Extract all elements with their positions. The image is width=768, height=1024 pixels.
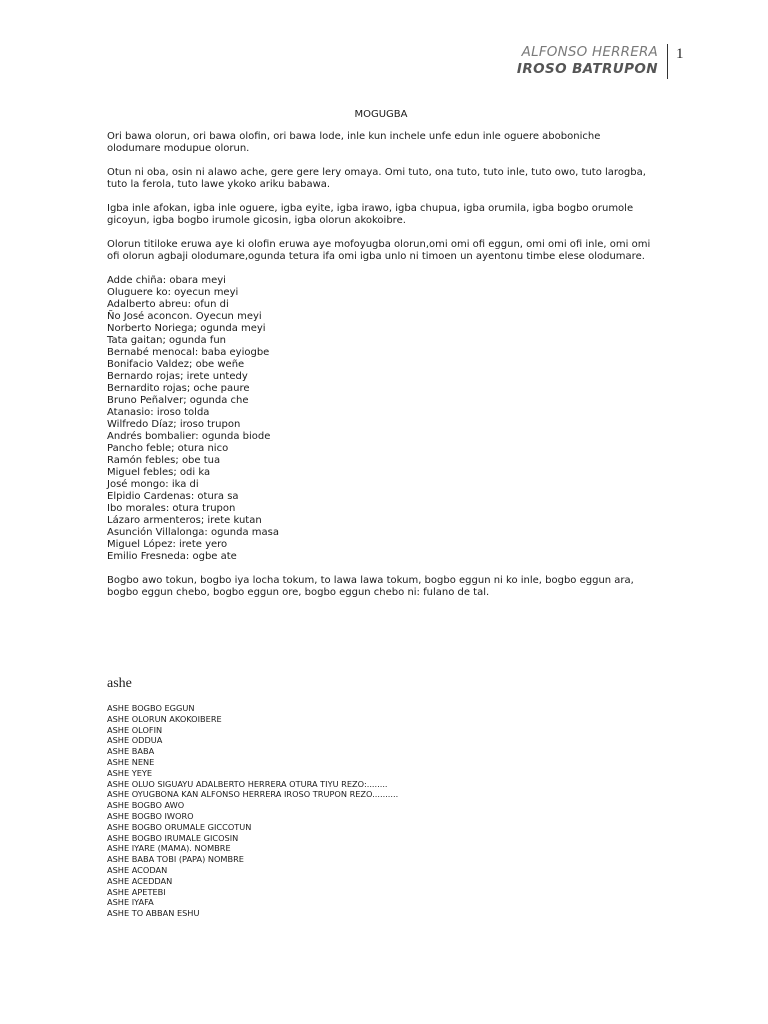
ashe-item: ASHE BOGBO EGGUN [107,703,195,713]
name-entry: Adalberto abreu: ofun di [107,299,229,310]
ashe-item: ASHE IYARE (MAMA). NOMBRE [107,843,231,854]
ashe-item: ASHE OLOFIN [107,724,163,735]
name-entry: Pancho feble; otura nico [107,443,229,454]
ashe-item: ASHE ODDUA [107,735,163,746]
ashe-item: ASHE APETEBI [107,886,166,897]
name-entry: Tata gaitan; ogunda fun [107,335,226,346]
ashe-heading: ashe [107,676,132,691]
name-entry: Elpidio Cardenas: otura sa [107,491,239,502]
name-entry: Lázaro armenteros; irete kutan [107,515,262,526]
document-body [107,109,655,611]
name-entry: José mongo: ika di [107,479,199,490]
closing-paragraph: Bogbo awo tokun, bogbo iya locha tokum, to lawa lawa tokum, bogbo eggun ni ko inle, bogbo eggun ara, bogbo eggun chebo, bogbo eggun ore, bogbo eggun chebo ni: fulano de tal. [107,575,634,598]
name-entry: Emilio Fresneda: ogbe ate [107,551,237,562]
ashe-item: ASHE BOGBO AWO [107,800,185,811]
name-entry: Norberto Noriega; ogunda meyi [107,323,266,334]
ashe-item: ASHE ACEDDAN [107,875,173,886]
name-entry: Bernardito rojas; oche paure [107,383,250,394]
header-author: ALFONSO HERRERA [521,44,658,60]
document-title: MOGUGBA [354,109,408,120]
name-entry: Miguel López: irete yero [107,539,228,550]
name-entry: Oluguere ko: oyecun meyi [107,287,239,298]
ashe-item: ASHE IYAFA [107,897,154,908]
ashe-item: ASHE BOGBO ORUMALE GICCOTUN [107,821,252,832]
paragraph: Olorun titiloke eruwa aye ki olofin eruwa aye mofoyugba olorun,omi omi ofi eggun, omi omi ofi inle, omi omi ofi olorun agbaji olodumare,ogunda tetura ifa omi igba unlo ni timoen un ayentonu timbe elese olodumare. [107,239,651,262]
paragraph: Igba inle afokan, igba inle oguere, igba eyite, igba irawo, igba chupua, igba orumila, igba bogbo orumole gicoyun, igba bogbo irumole gicosin, igba olorun akokoibre. [107,203,634,226]
name-entry: Miguel febles; odi ka [107,467,211,478]
name-entry: Atanasio: iroso tolda [107,407,210,418]
header-divider [667,44,668,79]
page-number: 1 [676,46,684,62]
ashe-item: ASHE OLORUN AKOKOIBERE [107,713,222,724]
name-entry: Ramón febles; obe tua [107,455,221,466]
name-entry: Bernabé menocal: baba eyiogbe [107,347,270,358]
name-entry: Bernardo rojas; irete untedy [107,371,248,382]
paragraph: Ori bawa olorun, ori bawa olofin, ori bawa lode, inle kun inchele unfe edun inle oguere aboboniche olodumare modupue olorun. [107,131,601,154]
ashe-item: ASHE NENE [107,756,155,767]
ashe-item: ASHE BOGBO IWORO [107,810,194,821]
name-entry: Bruno Peñalver; ogunda che [107,395,249,406]
ashe-item: ASHE OYUGBONA KAN ALFONSO HERRERA IROSO TRUPON REZO.......... [107,789,399,800]
name-entry: Ibo morales: otura trupon [107,503,236,514]
page-header [517,44,658,78]
ashe-item: ASHE YEYE [107,767,153,778]
paragraph: Otun ni oba, osin ni alawo ache, gere gere lery omaya. Omi tuto, ona tuto, tuto inle, tuto owo, tuto larogba, tuto la ferola, tuto lawe ykoko ariku babawa. [107,167,646,190]
names-list [107,275,655,563]
name-entry: Ño José aconcon. Oyecun meyi [107,311,262,322]
name-entry: Adde chiña: obara meyi [107,275,226,286]
name-entry: Wilfredo Díaz; iroso trupon [107,419,241,430]
name-entry: Asunción Villalonga: ogunda masa [107,527,279,538]
name-entry: Andrés bombalier: ogunda biode [107,431,271,442]
ashe-item: ASHE TO ABBAN ESHU [107,908,200,919]
ashe-item: ASHE BOGBO IRUMALE GICOSIN [107,832,239,843]
ashe-item: ASHE BABA TOBI (PAPA) NOMBRE [107,854,244,865]
ashe-list [107,703,398,919]
header-subtitle: IROSO BATRUPON [516,61,658,77]
ashe-item: ASHE ACODAN [107,864,168,875]
ashe-item: ASHE OLUO SIGUAYU ADALBERTO HERRERA OTURA TIYU REZO:........ [107,778,388,789]
name-entry: Bonifacio Valdez; obe weñe [107,359,245,370]
ashe-item: ASHE BABA [107,746,155,757]
